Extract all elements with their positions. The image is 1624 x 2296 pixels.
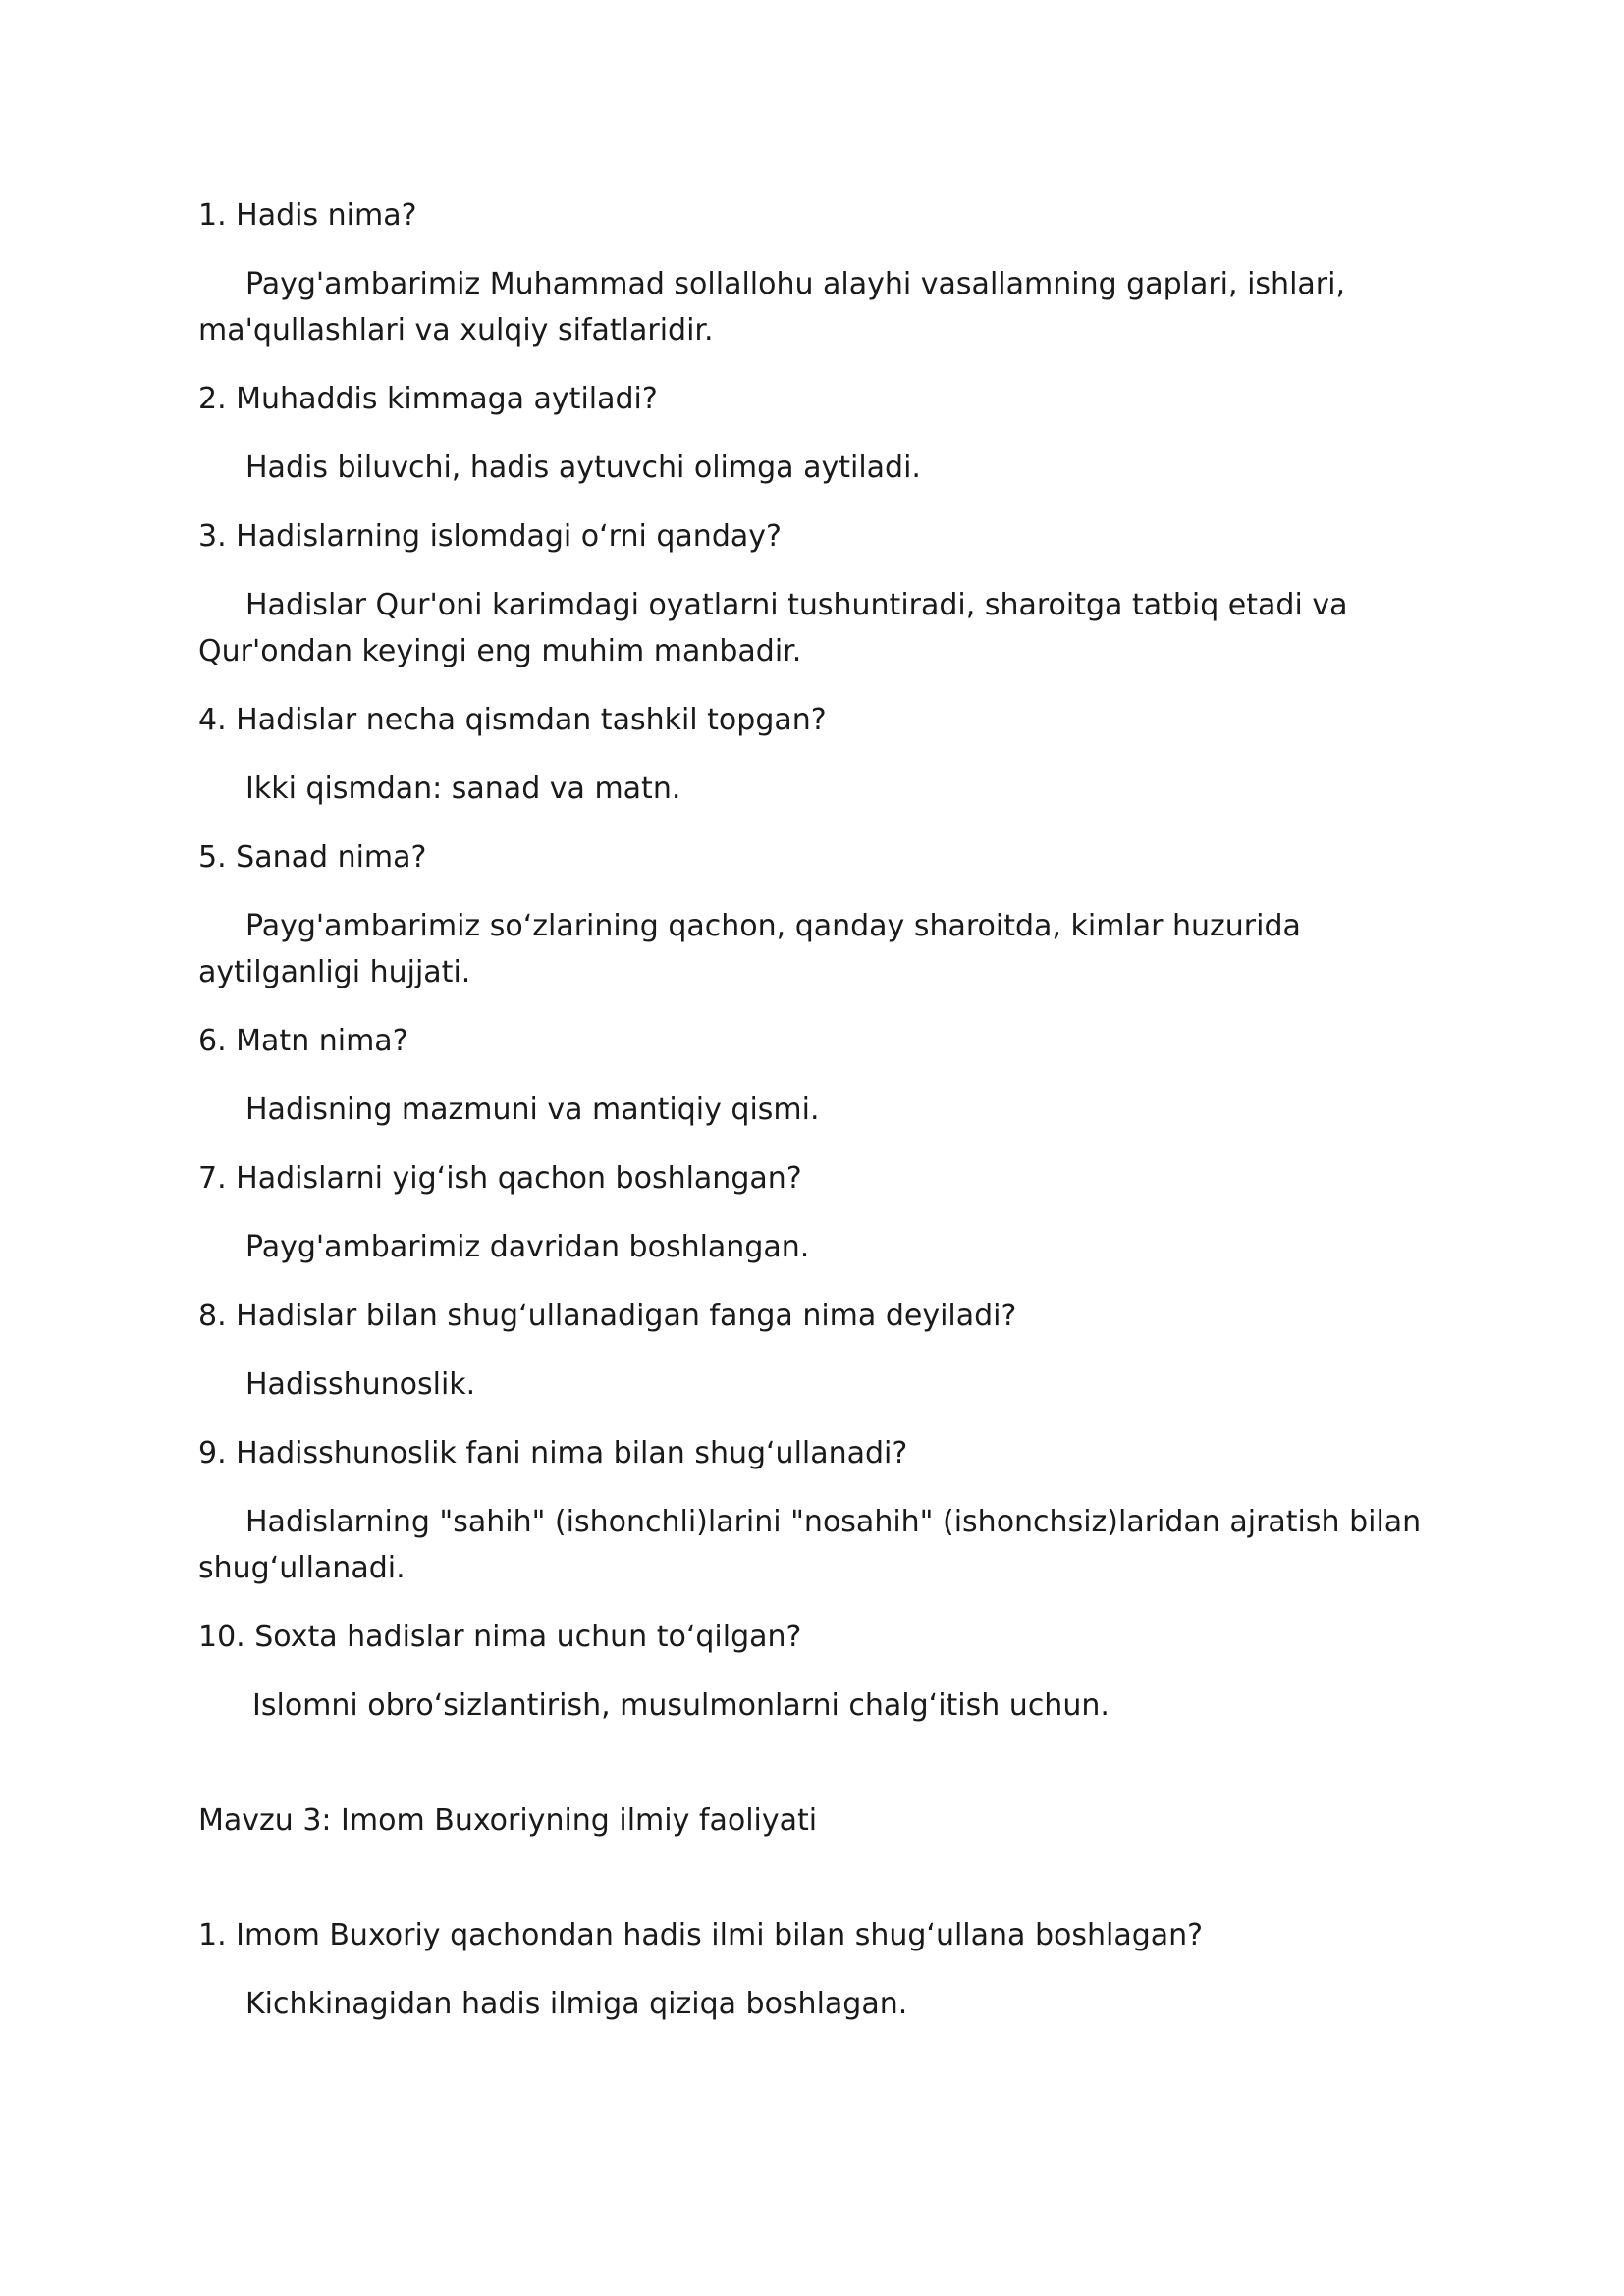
- answer-8: Hadisshunoslik.: [245, 1367, 476, 1402]
- question-10: 10. Soxta hadislar nima uchun to‘qilgan?: [198, 1620, 802, 1654]
- answer-5: Payg'ambarimiz so‘zlarining qachon, qanday sharoitda, kimlar huzurida aytilganligi hujjati.: [198, 909, 1301, 989]
- question-5: 5. Sanad nima?: [198, 840, 427, 875]
- answer-10: Islomni obro‘sizlantirish, musulmonlarni chalg‘itish uchun.: [252, 1688, 1110, 1723]
- document-body: [198, 192, 1437, 2050]
- question-2: 2. Muhaddis kimmaga aytiladi?: [198, 382, 658, 416]
- answer-2: Hadis biluvchi, hadis aytuvchi olimga aytiladi.: [245, 451, 921, 485]
- question-1: 1. Hadis nima?: [198, 198, 417, 233]
- question-9: 9. Hadisshunoslik fani nima bilan shug‘ullanadi?: [198, 1436, 908, 1470]
- question-8: 8. Hadislar bilan shug‘ullanadigan fanga nima deyiladi?: [198, 1299, 1017, 1333]
- answer-7: Payg'ambarimiz davridan boshlangan.: [245, 1230, 810, 1264]
- answer-6: Hadisning mazmuni va mantiqiy qismi.: [245, 1093, 820, 1127]
- topic3-answer-1: Kichkinagidan hadis ilmiga qiziqa boshlagan.: [245, 1987, 908, 2021]
- answer-9: Hadislarning "sahih" (ishonchli)larini "nosahih" (ishonchsiz)laridan ajratish bilan shug‘ullanadi.: [198, 1505, 1422, 1585]
- answer-1: Payg'ambarimiz Muhammad sollallohu alayhi vasallamning gaplari, ishlari, ma'qullashlari va xulqiy sifatlaridir.: [198, 267, 1345, 347]
- answer-3: Hadislar Qur'oni karimdagi oyatlarni tushuntiradi, sharoitga tatbiq etadi va Qur'ondan keyingi eng muhim manbadir.: [198, 588, 1348, 668]
- question-7: 7. Hadislarni yig‘ish qachon boshlangan?: [198, 1161, 802, 1196]
- topic3-question-1: 1. Imom Buxoriy qachondan hadis ilmi bilan shug‘ullana boshlagan?: [198, 1918, 1204, 1952]
- topic-heading: Mavzu 3: Imom Buxoriyning ilmiy faoliyati: [198, 1803, 818, 1838]
- question-4: 4. Hadislar necha qismdan tashkil topgan?: [198, 703, 827, 737]
- answer-4: Ikki qismdan: sanad va matn.: [245, 772, 681, 806]
- question-3: 3. Hadislarning islomdagi o‘rni qanday?: [198, 519, 782, 554]
- question-6: 6. Matn nima?: [198, 1024, 408, 1058]
